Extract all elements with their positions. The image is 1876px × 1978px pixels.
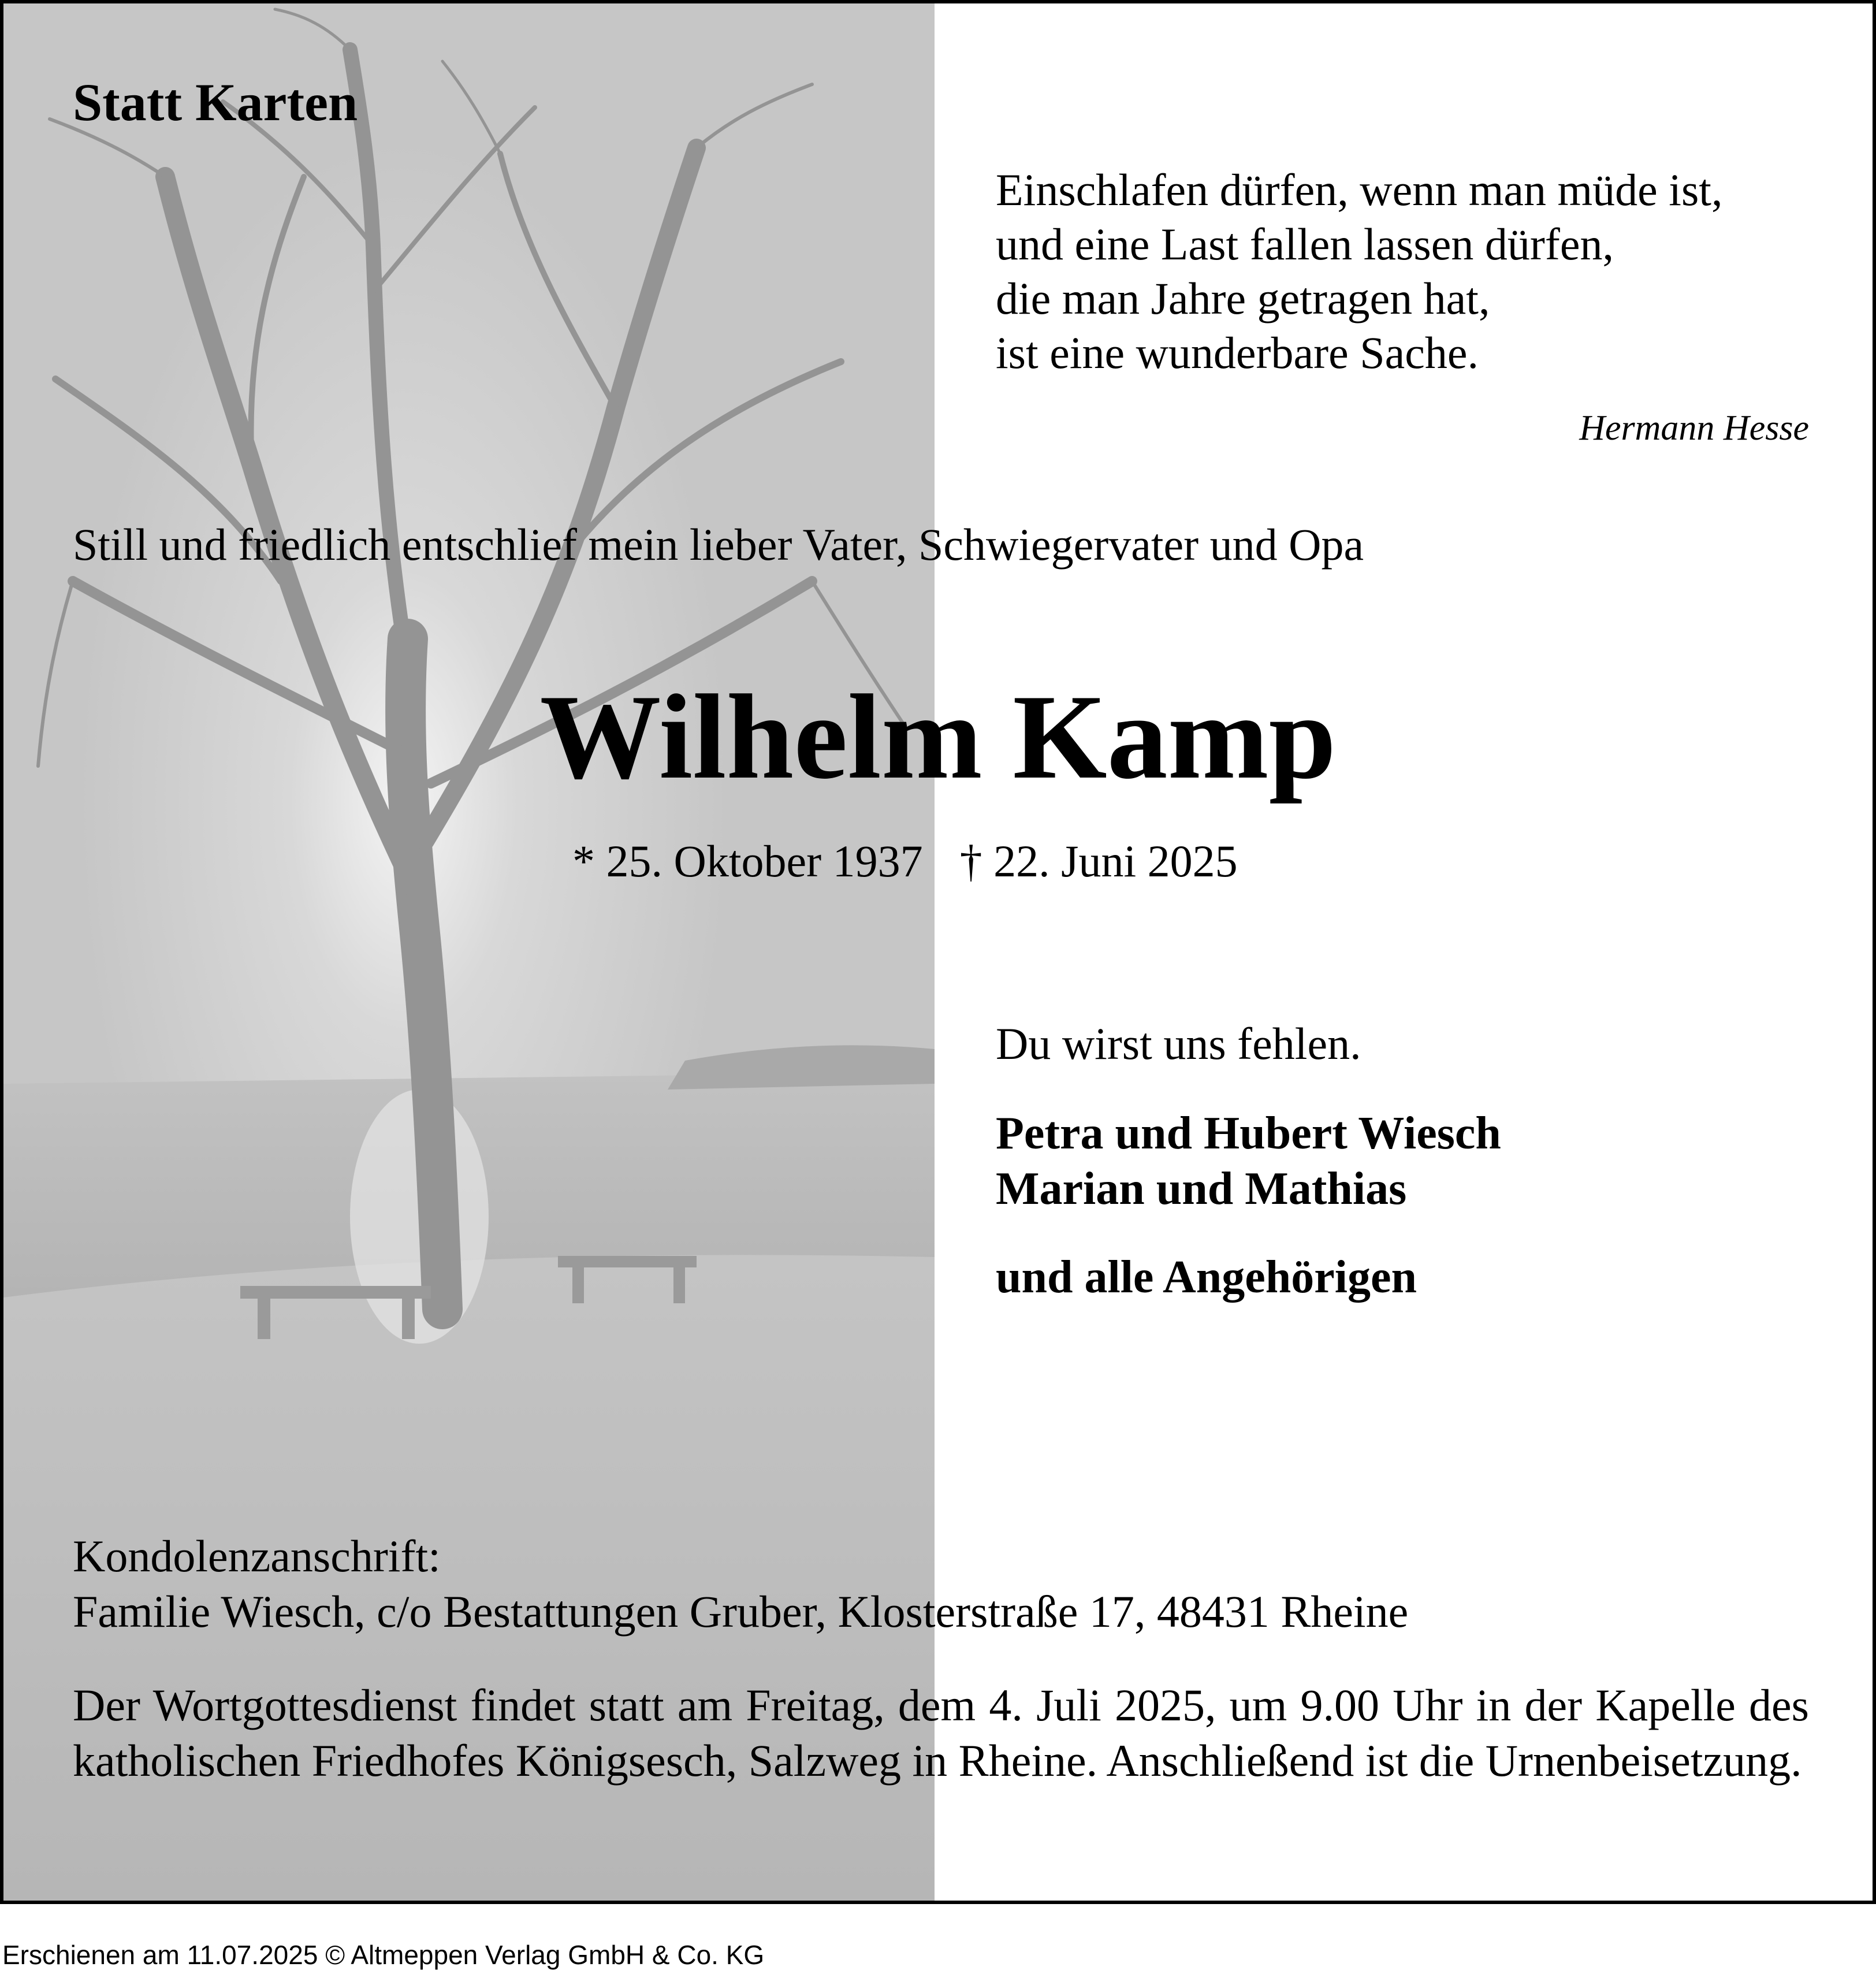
- mourner-line: Petra und Hubert Wiesch: [996, 1108, 1501, 1159]
- quote-line: die man Jahre getragen hat,: [996, 273, 1490, 324]
- quote-author: Hermann Hesse: [1579, 408, 1809, 448]
- hesse-quote: [996, 163, 1722, 380]
- mourners-list: [996, 1106, 1501, 1217]
- farewell-text: Du wirst uns fehlen.: [996, 1018, 1361, 1069]
- quote-line: Einschlafen dürfen, wenn man müde ist,: [996, 165, 1723, 215]
- condolence-address: [73, 1529, 1408, 1639]
- condolence-address-text: Familie Wiesch, c/o Bestattungen Gruber, Klosterstraße 17, 48431 Rheine: [73, 1586, 1409, 1637]
- condolence-label: Kondolenzanschrift:: [73, 1531, 441, 1581]
- deceased-name: Wilhelm Kamp: [539, 670, 1337, 804]
- quote-line: und eine Last fallen lassen dürfen,: [996, 219, 1614, 269]
- other-relatives: und alle Angehörigen: [996, 1252, 1417, 1303]
- mourner-line: Marian und Mathias: [996, 1163, 1407, 1214]
- service-info: Der Wortgottesdienst findet statt am Freitag, dem 4. Juli 2025, um 9.00 Uhr in der Kapelle des katholischen Friedhofes Königsesch, Salzweg in Rheine. Anschließend ist die Urnenbeisetzung.: [73, 1680, 1809, 1786]
- birth-date: * 25. Oktober 1937: [572, 836, 923, 886]
- quote-line: ist eine wunderbare Sache.: [996, 328, 1479, 378]
- header-title: Statt Karten: [73, 73, 358, 132]
- death-date: † 22. Juni 2025: [959, 836, 1238, 886]
- publication-footer: Erschienen am 11.07.2025 © Altmeppen Verlag GmbH & Co. KG: [2, 1940, 765, 1970]
- intro-text: Still und friedlich entschlief mein lieber Vater, Schwiegervater und Opa: [73, 519, 1364, 570]
- life-dates: [572, 835, 1238, 887]
- obituary-text: [3, 3, 1873, 1901]
